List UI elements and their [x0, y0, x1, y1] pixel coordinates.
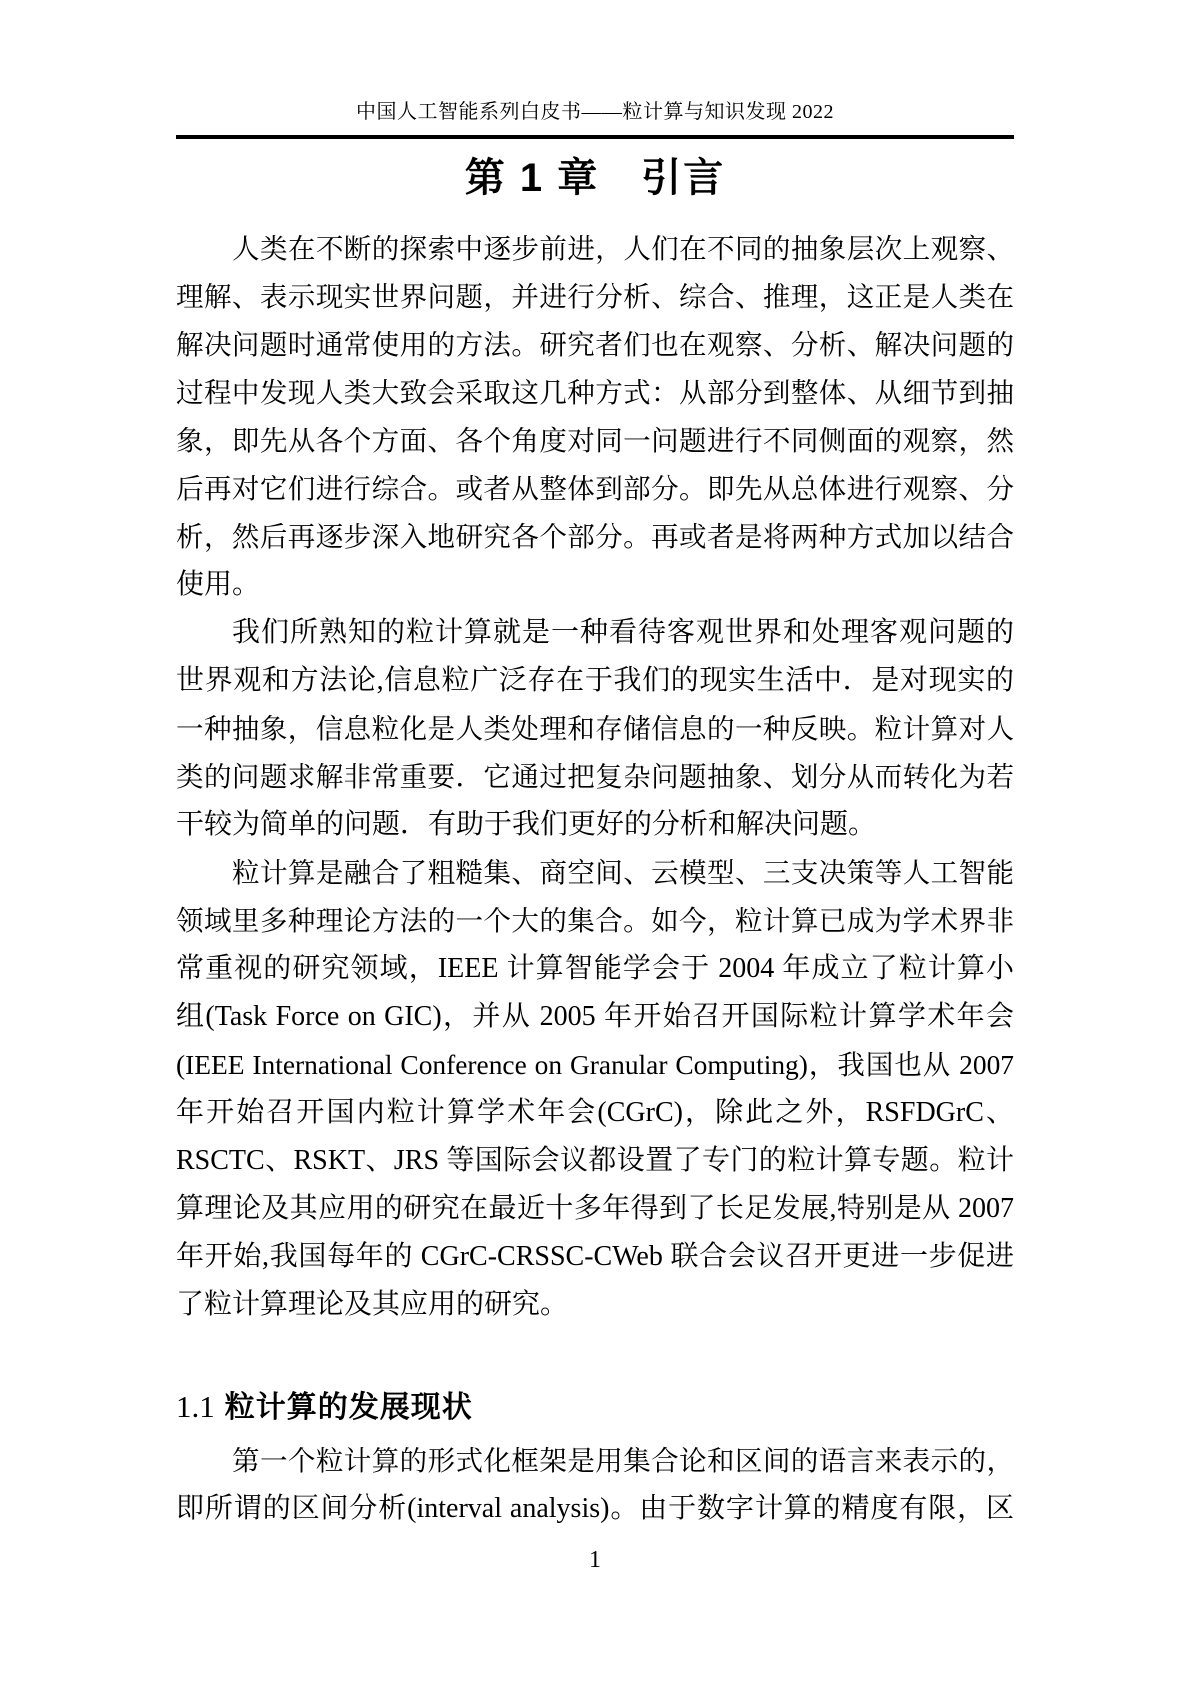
page-number: 1: [589, 1547, 601, 1573]
running-header-title: 中国人工智能系列白皮书——粒计算与知识发现 2022: [356, 101, 834, 123]
text-line: 领域里多种理论方法的一个大的集合。如今，粒计算已成为学术界非: [176, 905, 1014, 936]
section-paragraphs: [176, 1437, 1014, 1533]
text-line: 组(Task Force on GIC)，并从 2005 年开始召开国际粒计算学术年会: [176, 1001, 1014, 1032]
text-line: 析，然后再逐步深入地研究各个部分。再或者是将两种方式加以结合: [176, 521, 1014, 552]
text-line: 人类在不断的探索中逐步前进，人们在不同的抽象层次上观察、: [232, 233, 1014, 264]
paragraph: [176, 609, 1014, 849]
section-title: 粒计算的发展现状: [224, 1391, 473, 1424]
section-number: 1.1: [176, 1389, 215, 1424]
text-line: 算理论及其应用的研究在最近十多年得到了长足发展,特别是从 2007: [176, 1193, 1014, 1224]
text-line: 了粒计算理论及其应用的研究。: [176, 1289, 569, 1320]
body-paragraphs: [176, 225, 1014, 1329]
text-line: (IEEE International Conference on Granular Computing)，我国也从 2007: [176, 1050, 1014, 1080]
text-line: 使用。: [176, 569, 261, 600]
text-line: 常重视的研究领域，IEEE 计算智能学会于 2004 年成立了粒计算小: [176, 953, 1014, 984]
text-line: 年开始召开国内粒计算学术年会(CGrC)，除此之外，RSFDGrC、: [176, 1097, 1014, 1128]
text-line: 象，即先从各个方面、各个角度对同一问题进行不同侧面的观察，然: [176, 425, 1014, 456]
text-line: 我们所熟知的粒计算就是一种看待客观世界和处理客观问题的: [232, 617, 1014, 648]
text-line: 类的问题求解非常重要．它通过把复杂问题抽象、划分从而转化为若: [176, 761, 1014, 792]
text-line: 即所谓的区间分析(interval analysis)。由于数字计算的精度有限，区: [176, 1493, 1014, 1524]
text-line: 世界观和方法论,信息粒广泛存在于我们的现实生活中．是对现实的: [176, 665, 1014, 696]
paragraph: [176, 1437, 1014, 1533]
text-line: 干较为简单的问题．有助于我们更好的分析和解决问题。: [176, 809, 877, 840]
chapter-title: 第 1 章 引言: [464, 156, 726, 200]
text-line: 粒计算是融合了粗糙集、商空间、云模型、三支决策等人工智能: [232, 857, 1014, 888]
text-line: 理解、表示现实世界问题，并进行分析、综合、推理，这正是人类在: [176, 281, 1014, 312]
text-line: 解决问题时通常使用的方法。研究者们也在观察、分析、解决问题的: [176, 329, 1014, 360]
text-line: 第一个粒计算的形式化框架是用集合论和区间的语言来表示的，: [232, 1445, 1014, 1476]
text-line: RSCTC、RSKT、JRS 等国际会议都设置了专门的粒计算专题。粒计: [176, 1145, 1014, 1176]
page-content: [176, 0, 1014, 1575]
paragraph: [176, 849, 1014, 1329]
text-line: 一种抽象，信息粒化是人类处理和存储信息的一种反映。粒计算对人: [176, 713, 1014, 744]
text-line: 过程中发现人类大致会采取这几种方式：从部分到整体、从细节到抽: [176, 377, 1014, 408]
section-heading: [176, 1385, 1014, 1429]
text-line: 后再对它们进行综合。或者从整体到部分。即先从总体进行观察、分: [176, 473, 1014, 504]
paragraph: [176, 225, 1014, 609]
header-rule-divider: [176, 135, 1014, 139]
text-line: 年开始,我国每年的 CGrC-CRSSC-CWeb 联合会议召开更进一步促进: [176, 1241, 1014, 1272]
